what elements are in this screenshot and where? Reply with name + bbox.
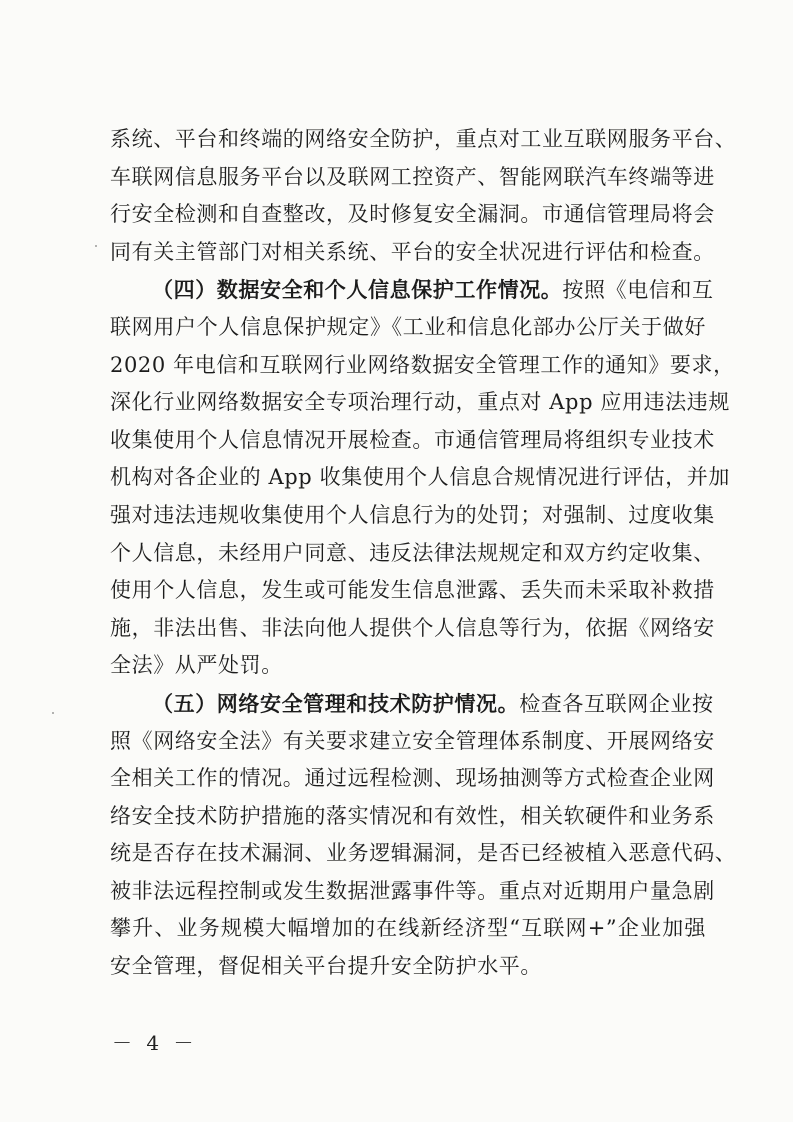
paragraph-line: 行安全检测和自查整改，及时修复安全漏洞。市通信管理局将会 <box>110 202 715 227</box>
page-number: － 4 － <box>112 1031 198 1055</box>
section4-first-line <box>110 271 714 309</box>
section5-heading: （五）网络安全管理和技术防护情况。 <box>152 690 520 716</box>
paragraph-line: 统是否存在技术漏洞、业务逻辑漏洞，是否已经被植入恶意代码、 <box>110 841 737 866</box>
paragraph-line: 施，非法出售、非法向他人提供个人信息等行为，依据《网络安 <box>110 615 715 640</box>
paragraph-line: 使用个人信息，发生或可能发生信息泄露、丢失而未采取补救措 <box>110 578 715 603</box>
section4-heading: （四）数据安全和个人信息保护工作情况。 <box>152 277 563 303</box>
paragraph-last-line: 全法》从严处罚。 <box>110 653 283 678</box>
paragraph-line: 联网用户个人信息保护规定》《工业和信息化部办公厅关于做好 <box>110 314 706 339</box>
scan-speck <box>95 245 97 247</box>
section4-first-line-text: 按照《电信和互 <box>562 278 714 303</box>
paragraph-line: 车联网信息服务平台以及联网工控资产、智能网联汽车终端等进 <box>110 164 715 189</box>
paragraph-line: 机构对各企业的 App 收集使用个人信息合规情况进行评估，并加 <box>110 465 730 490</box>
paragraph-line: 个人信息，未经用户同意、违反法律法规规定和双方约定收集、 <box>110 540 715 565</box>
paragraph-line: 络安全技术防护措施的落实情况和有效性，相关软硬件和业务系 <box>110 803 715 828</box>
paragraph-line: 系统、平台和终端的网络安全防护，重点对工业互联网服务平台、 <box>110 127 737 151</box>
scan-speck <box>52 712 54 714</box>
paragraph-last-line: 安全管理，督促相关平台提升安全防护水平。 <box>110 954 542 979</box>
section5-first-line <box>110 685 714 723</box>
paragraph-line: 深化行业网络数据安全专项治理行动，重点对 App 应用违法违规 <box>110 390 730 415</box>
paragraph-line: 收集使用个人信息情况开展检查。市通信管理局将组织专业技术 <box>110 427 715 452</box>
paragraph-line: 2020 年电信和互联网行业网络数据安全管理工作的通知》要求， <box>110 352 735 377</box>
body-text <box>110 121 737 986</box>
paragraph-line: 照《网络安全法》有关要求建立安全管理体系制度、开展网络安 <box>110 728 715 753</box>
paragraph-line: 全相关工作的情况。通过远程检测、现场抽测等方式检查企业网 <box>110 766 715 791</box>
paragraph-line: 攀升、业务规模大幅增加的在线新经济型“互联网+”企业加强 <box>110 916 706 941</box>
paragraph-line: 强对违法违规收集使用个人信息行为的处罚；对强制、过度收集 <box>110 502 715 527</box>
section5-first-line-text: 检查各互联网企业按 <box>519 691 714 716</box>
paragraph-line: 被非法远程控制或发生数据泄露事件等。重点对近期用户量急剧 <box>110 878 715 903</box>
paragraph-line: 同有关主管部门对相关系统、平台的安全状况进行评估和检查。 <box>110 239 715 264</box>
